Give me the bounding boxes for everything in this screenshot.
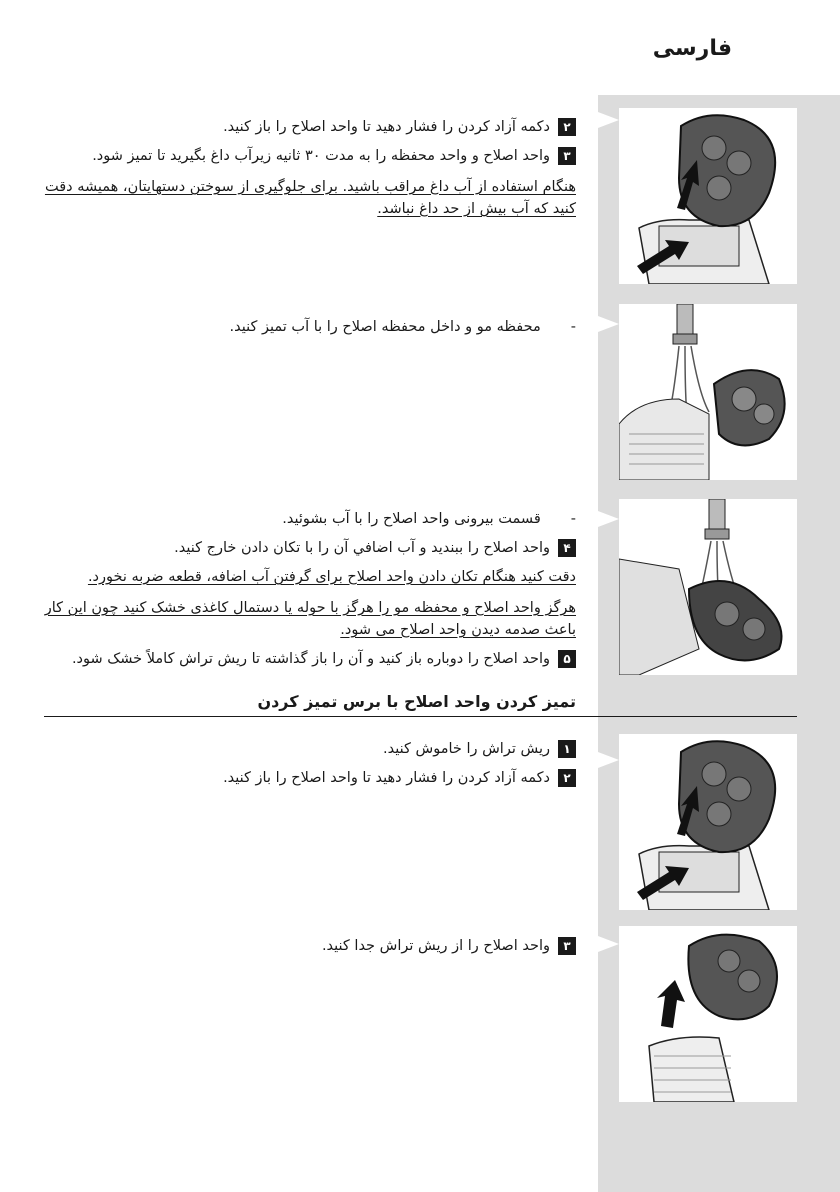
step-text: واحد اصلاح را دوباره باز کنید و آن را باز گذاشته تا ریش تراش کاملاً خشک شود.: [71, 651, 550, 667]
hot-water-warning-line2: کنید که آب بیش از حد داغ نباشد.: [377, 201, 576, 217]
step-number: ۴: [558, 539, 576, 557]
step-number: ۱: [558, 740, 576, 758]
shaver-open-illustration: [619, 108, 797, 284]
step-number: ۲: [558, 118, 576, 136]
step-3-rinse: [36, 145, 576, 167]
panel-pointer: [598, 112, 619, 128]
step-number: ۳: [558, 937, 576, 955]
panel-pointer: [598, 316, 619, 332]
shaver-open-illustration-b: [619, 734, 797, 910]
step-text: دکمه آزاد کردن را فشار دهید تا واحد اصلاح را باز کنید.: [223, 119, 550, 135]
panel-pointer: [598, 752, 619, 768]
bullet-dash: -: [570, 319, 576, 335]
bullet-text: محفظه مو و داخل محفظه اصلاح را با آب تمیز کنید.: [229, 319, 541, 335]
step-2-release-b: [36, 767, 576, 789]
step-2-release: [36, 116, 576, 138]
section-divider: [44, 716, 797, 717]
step-5-dry: [36, 648, 576, 670]
shake-caution: دقت کنید هنگام تکان دادن واحد اصلاح برای گرفتن آب اضافه، قطعه ضربه نخورد.: [87, 569, 576, 585]
illustration-rinse-outside: [619, 499, 797, 675]
tap-rinse-illustration: [619, 304, 797, 480]
panel-pointer: [598, 511, 619, 527]
step-number: ۵: [558, 650, 576, 668]
step-4-close-shake: [36, 537, 576, 559]
towel-caution-line1: هرگز واحد اصلاح و محفظه مو را هرگز با حوله یا دستمال کاغذی خشک کنید چون این کار: [44, 600, 576, 616]
step-text: واحد اصلاح و واحد محفظه را به مدت ۳۰ ثانیه زیرآب داغ بگیرید تا تمیز شود.: [92, 148, 550, 164]
bullet-clean-hair-chamber: [36, 316, 576, 338]
step-text: واحد اصلاح را ببندید و آب اضافي آن را با تکان دادن خارج کنید.: [174, 540, 550, 556]
step-text: واحد اصلاح را از ریش تراش جدا کنید.: [321, 938, 550, 954]
section-title: تمیز کردن واحد اصلاح با برس تمیز کردن: [257, 692, 576, 711]
illustration-open-shaving-unit: [619, 108, 797, 284]
bullet-rinse-outside: [36, 508, 576, 530]
bullet-dash: -: [570, 511, 576, 527]
hot-water-warning-line1: هنگام استفاده از آب داغ مراقب باشید. برای جلوگیری از سوختن دستهایتان، همیشه دقت: [44, 179, 576, 195]
panel-pointer: [598, 936, 619, 952]
step-number: ۳: [558, 147, 576, 165]
step-1-switch-off: [36, 738, 576, 760]
step-3-remove-unit: [36, 935, 576, 957]
step-text: ریش تراش را خاموش کنید.: [383, 741, 550, 757]
remove-unit-illustration: [619, 926, 797, 1102]
step-number: ۲: [558, 769, 576, 787]
illustration-rinse-hair-chamber: [619, 304, 797, 480]
illustration-open-shaving-unit-b: [619, 734, 797, 910]
towel-caution-line2: باعث صدمه دیدن واحد اصلاح می شود.: [340, 622, 576, 638]
bullet-text: قسمت بیرونی واحد اصلاح را با آب بشوئید.: [282, 511, 541, 527]
step-text: دکمه آزاد کردن را فشار دهید تا واحد اصلاح را باز کنید.: [223, 770, 550, 786]
language-title: فارسی: [652, 36, 732, 61]
illustration-remove-unit: [619, 926, 797, 1102]
rinse-outside-illustration: [619, 499, 797, 675]
